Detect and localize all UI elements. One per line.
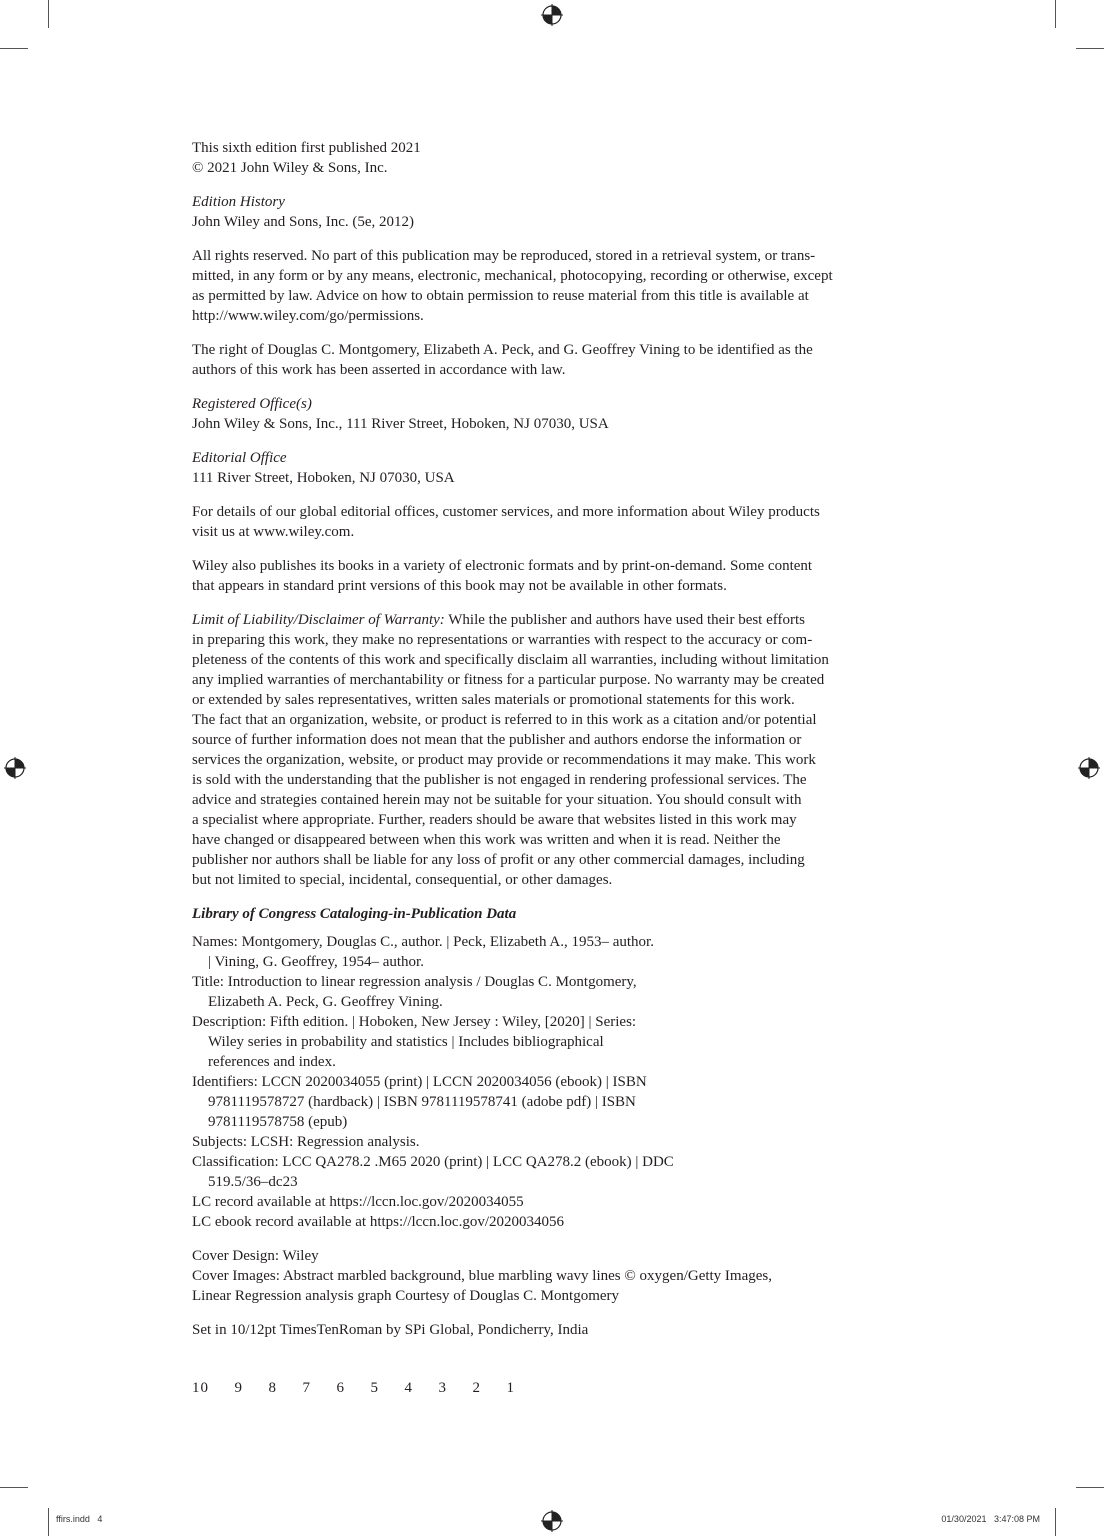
cip-line: | Vining, G. Geoffrey, 1954– author.: [208, 954, 424, 970]
cip-line: Description: Fifth edition. | Hoboken, New Jersey : Wiley, [2020] | Series:: [192, 1014, 637, 1030]
disclaimer-heading: Limit of Liability/Disclaimer of Warranty:: [192, 612, 445, 628]
editorial-office-address: 111 River Street, Hoboken, NJ 07030, USA: [192, 470, 455, 486]
crop-mark-bottom-right-horizontal: [1076, 1487, 1104, 1488]
cip-subjects: [192, 1132, 912, 1152]
edition-line: This sixth edition first published 2021: [192, 140, 421, 156]
lc-record-link[interactable]: LC record available at https://lccn.loc.gov/2020034055: [192, 1194, 524, 1210]
cip-line: Wiley series in probability and statistics | Includes bibliographical: [208, 1034, 604, 1050]
registration-mark-icon: [541, 4, 563, 26]
rights-line: mitted, in any form or by any means, electronic, mechanical, photocopying, recording or otherwise, except: [192, 268, 833, 284]
cip-lc-record: [192, 1192, 912, 1212]
disclaimer-line: source of further information does not mean that the publisher and authors endorse the information or: [192, 732, 802, 748]
cover-images-line: Cover Images: Abstract marbled background, blue marbling wavy lines © oxygen/Getty Images,: [192, 1268, 772, 1284]
cip-line: Names: Montgomery, Douglas C., author. | Peck, Elizabeth A., 1953– author.: [192, 934, 654, 950]
cip-line: references and index.: [208, 1054, 336, 1070]
disclaimer-line: services the organization, website, or product may provide or recommendations it may make. This work: [192, 752, 816, 768]
rights-line: All rights reserved. No part of this publication may be reproduced, stored in a retrieval system, or trans-: [192, 248, 816, 264]
disclaimer: [192, 610, 912, 890]
print-numbers: 10 9 8 7 6 5 4 3 2 1: [192, 1380, 515, 1396]
crop-mark-bottom-left-vertical: [48, 1508, 49, 1536]
cip-identifiers: [192, 1072, 912, 1132]
cip-line: 9781119578758 (epub): [208, 1114, 348, 1130]
editorial-office: [192, 448, 912, 488]
disclaimer-line: or extended by sales representatives, written sales materials or promotional statements for this work.: [192, 692, 795, 708]
authors-right-line: authors of this work has been asserted in accordance with law.: [192, 362, 566, 378]
global-offices-line: For details of our global editorial offices, customer services, and more information about Wiley products: [192, 504, 820, 520]
registration-mark-icon: [1078, 757, 1100, 779]
publication-info: [192, 138, 912, 178]
disclaimer-line: have changed or disappeared between when this work was written and when it is read. Neither the: [192, 832, 781, 848]
authors-right-statement: [192, 340, 912, 380]
rights-statement: [192, 246, 912, 326]
disclaimer-line: pleteness of the contents of this work and specifically disclaim all warranties, including without limitation: [192, 652, 829, 668]
permissions-link[interactable]: http://www.wiley.com/go/permissions.: [192, 308, 424, 324]
cip-line: 519.5/36–dc23: [208, 1174, 298, 1190]
copyright-line: © 2021 John Wiley & Sons, Inc.: [192, 160, 388, 176]
cip-heading: Library of Congress Cataloging-in-Publication Data: [192, 906, 517, 922]
slug-timestamp: 01/30/2021 3:47:08 PM: [941, 1514, 1040, 1524]
cip-line: Elizabeth A. Peck, G. Geoffrey Vining.: [208, 994, 443, 1010]
authors-right-line: The right of Douglas C. Montgomery, Elizabeth A. Peck, and G. Geoffrey Vining to be identified as the: [192, 342, 813, 358]
cip-line: 9781119578727 (hardback) | ISBN 9781119578741 (adobe pdf) | ISBN: [208, 1094, 636, 1110]
lc-ebook-record-link[interactable]: LC ebook record available at https://lccn.loc.gov/2020034056: [192, 1214, 564, 1230]
rights-line: as permitted by law. Advice on how to obtain permission to reuse material from this title is available at: [192, 288, 809, 304]
global-offices-line: visit us at www.wiley.com.: [192, 524, 355, 540]
cip-classification: [192, 1152, 912, 1192]
crop-mark-bottom-right-vertical: [1055, 1508, 1056, 1536]
disclaimer-line: is sold with the understanding that the publisher is not engaged in rendering professional services. The: [192, 772, 807, 788]
disclaimer-line: advice and strategies contained herein may not be suitable for your situation. You should consult with: [192, 792, 802, 808]
disclaimer-line: publisher nor authors shall be liable for any loss of profit or any other commercial damages, including: [192, 852, 805, 868]
cover-design-line: Cover Design: Wiley: [192, 1248, 319, 1264]
cip-line: Subjects: LCSH: Regression analysis.: [192, 1134, 420, 1150]
cip-data: [192, 932, 912, 1232]
disclaimer-line: The fact that an organization, website, or product is referred to in this work as a citation and/or potential: [192, 712, 817, 728]
cip-title: [192, 972, 912, 1012]
cover-credits: [192, 1246, 912, 1306]
cip-names: [192, 932, 912, 972]
slug-file: ffirs.indd 4: [56, 1514, 103, 1524]
global-offices-statement: [192, 502, 912, 542]
cip-line: Classification: LCC QA278.2 .M65 2020 (print) | LCC QA278.2 (ebook) | DDC: [192, 1154, 674, 1170]
edition-history-heading: Edition History: [192, 194, 285, 210]
registration-mark-icon: [4, 757, 26, 779]
registered-office-heading: Registered Office(s): [192, 396, 312, 412]
disclaimer-line: While the publisher and authors have used their best efforts: [444, 612, 805, 628]
cip-line: Title: Introduction to linear regression analysis / Douglas C. Montgomery,: [192, 974, 637, 990]
crop-mark-bottom-left-horizontal: [0, 1487, 28, 1488]
formats-statement: [192, 556, 912, 596]
cover-images-line: Linear Regression analysis graph Courtesy of Douglas C. Montgomery: [192, 1288, 620, 1304]
typeset-line: Set in 10/12pt TimesTenRoman by SPi Global, Pondicherry, India: [192, 1322, 589, 1338]
copyright-content: [192, 138, 912, 1398]
edition-history: [192, 192, 912, 232]
registration-mark-icon: [541, 1510, 563, 1532]
disclaimer-line: but not limited to special, incidental, consequential, or other damages.: [192, 872, 613, 888]
crop-mark-top-left-vertical: [48, 0, 49, 28]
cip-lc-ebook-record: [192, 1212, 912, 1232]
cip-description: [192, 1012, 912, 1072]
disclaimer-line: a specialist where appropriate. Further, readers should be aware that websites listed in this work may: [192, 812, 797, 828]
registered-office-address: John Wiley & Sons, Inc., 111 River Street, Hoboken, NJ 07030, USA: [192, 416, 609, 432]
crop-mark-top-right-horizontal: [1076, 48, 1104, 49]
crop-mark-top-right-vertical: [1055, 0, 1056, 28]
cip-line: Identifiers: LCCN 2020034055 (print) | LCCN 2020034056 (ebook) | ISBN: [192, 1074, 647, 1090]
editorial-office-heading: Editorial Office: [192, 450, 287, 466]
disclaimer-line: any implied warranties of merchantability or fitness for a particular purpose. No warranty may be created: [192, 672, 825, 688]
crop-mark-top-left-horizontal: [0, 48, 28, 49]
edition-history-text: John Wiley and Sons, Inc. (5e, 2012): [192, 214, 415, 230]
disclaimer-line: in preparing this work, they make no representations or warranties with respect to the accuracy or com-: [192, 632, 813, 648]
registered-office: [192, 394, 912, 434]
formats-line: Wiley also publishes its books in a variety of electronic formats and by print-on-demand. Some content: [192, 558, 813, 574]
formats-line: that appears in standard print versions of this book may not be available in other formats.: [192, 578, 727, 594]
